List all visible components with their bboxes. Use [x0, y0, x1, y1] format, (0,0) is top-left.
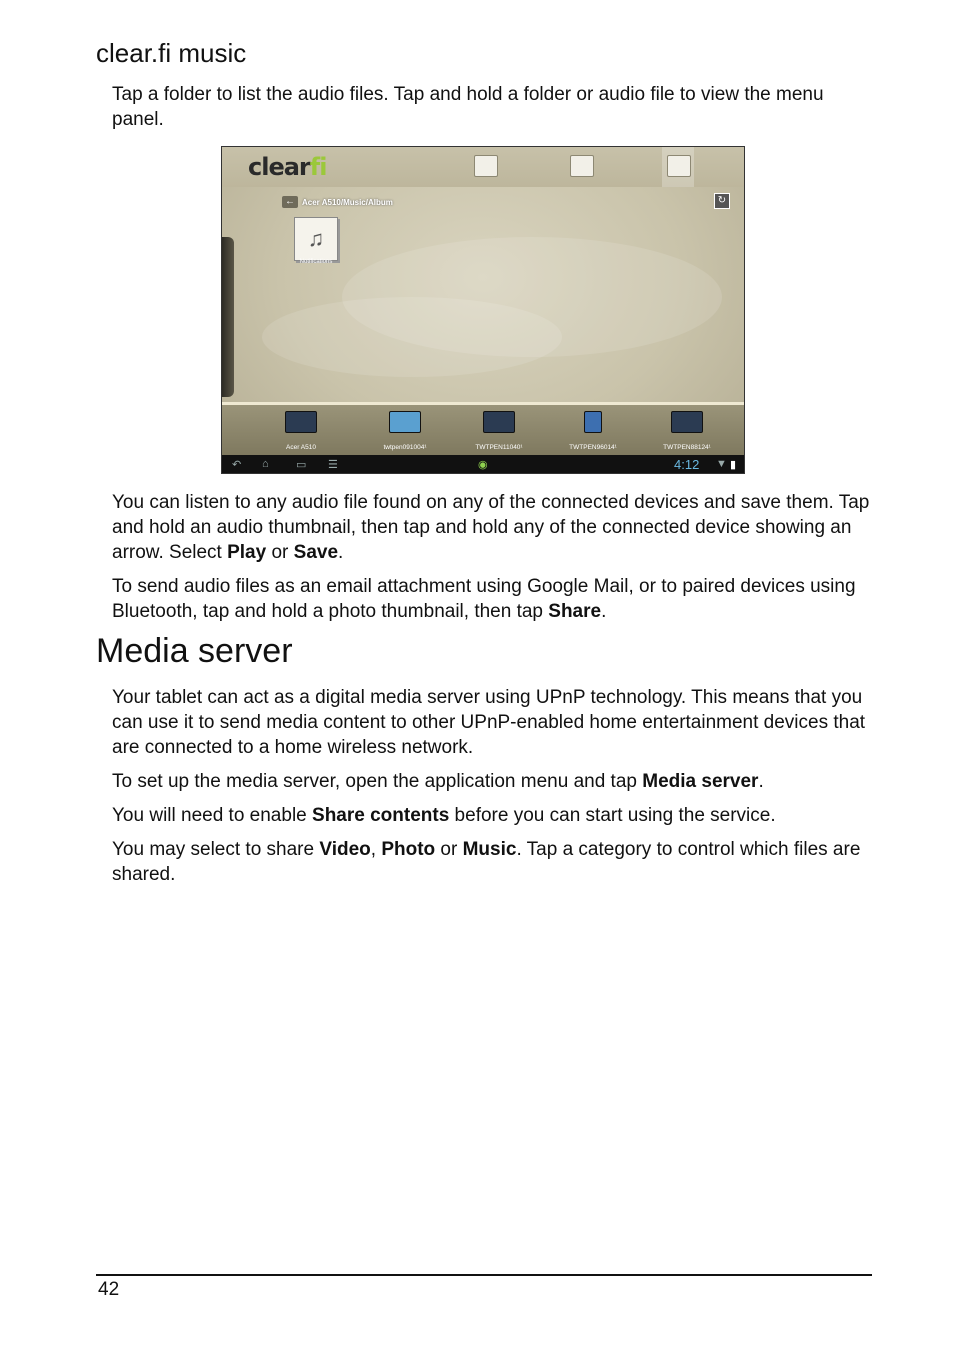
- listen-paragraph: You can listen to any audio file found on any of the connected devices and save them. Tap and hold an audio thumbnail, then tap and hold any of the connected device showing an arrow. Select Play or Save.: [112, 492, 870, 563]
- laptop-icon: [483, 411, 515, 433]
- computer-icon: [389, 411, 421, 433]
- back-arrow-icon[interactable]: ←: [282, 196, 298, 208]
- desktop-icon: [584, 411, 602, 433]
- device-item[interactable]: twtpen091004¹: [358, 409, 452, 451]
- home-icon[interactable]: ⌂: [262, 458, 269, 470]
- folder-label: Notifications: [299, 259, 333, 265]
- section-heading-media-server: Media server: [96, 632, 293, 670]
- battery-icon: ▮: [730, 459, 737, 471]
- device-item[interactable]: TWTPEN96014¹: [546, 409, 640, 451]
- clock: 4:12: [674, 457, 700, 472]
- back-icon[interactable]: ↶: [232, 459, 242, 471]
- device-item[interactable]: TWTPEN11040¹: [452, 409, 546, 451]
- media-server-intro: Your tablet can act as a digital media server using UPnP technology. This means that you can use it to send media content to other UPnP-enabled home entertainment devices that are connected to a home wireless network.: [112, 687, 866, 758]
- music-folder-icon[interactable]: ♫: [294, 217, 338, 261]
- clearfi-logo: clearfi: [248, 153, 327, 181]
- device-item[interactable]: Acer A510: [254, 409, 348, 451]
- enable-paragraph: You will need to enable Share contents before you can start using the service.: [112, 805, 776, 826]
- music-tab-icon[interactable]: [667, 155, 691, 177]
- video-tab-icon[interactable]: [570, 155, 594, 177]
- laptop-icon: [671, 411, 703, 433]
- refresh-icon[interactable]: ↻: [714, 193, 730, 209]
- status-indicator-icon: ◉: [478, 459, 488, 471]
- path-bar: [282, 195, 393, 209]
- clearfi-screenshot: [221, 146, 745, 474]
- clearfi-topbar: [222, 147, 744, 187]
- side-handle[interactable]: [222, 237, 234, 397]
- share-paragraph: You may select to share Video, Photo or Music. Tap a category to control which files are shared.: [112, 839, 861, 885]
- recent-apps-icon[interactable]: ▭: [296, 459, 307, 471]
- tablet-icon: [285, 411, 317, 433]
- device-item[interactable]: TWTPEN88124¹: [640, 409, 734, 451]
- intro-paragraph: Tap a folder to list the audio files. Tap and hold a folder or audio file to view the menu panel.: [112, 84, 824, 130]
- photo-tab-icon[interactable]: [474, 155, 498, 177]
- path-text: Acer A510/Music/Album: [302, 197, 393, 207]
- page-number: 42: [98, 1279, 120, 1300]
- system-navbar: [222, 455, 744, 474]
- setup-paragraph: To set up the media server, open the application menu and tap Media server.: [112, 771, 764, 792]
- menu-icon[interactable]: ☰: [328, 459, 338, 471]
- section-heading-clearfi-music: clear.fi music: [96, 38, 247, 68]
- footer-rule: [96, 1274, 872, 1276]
- send-paragraph: To send audio files as an email attachment using Google Mail, or to paired devices using Bluetooth, tap and hold a photo thumbnail, then tap Share.: [112, 576, 856, 622]
- wifi-icon: ▼: [716, 458, 727, 470]
